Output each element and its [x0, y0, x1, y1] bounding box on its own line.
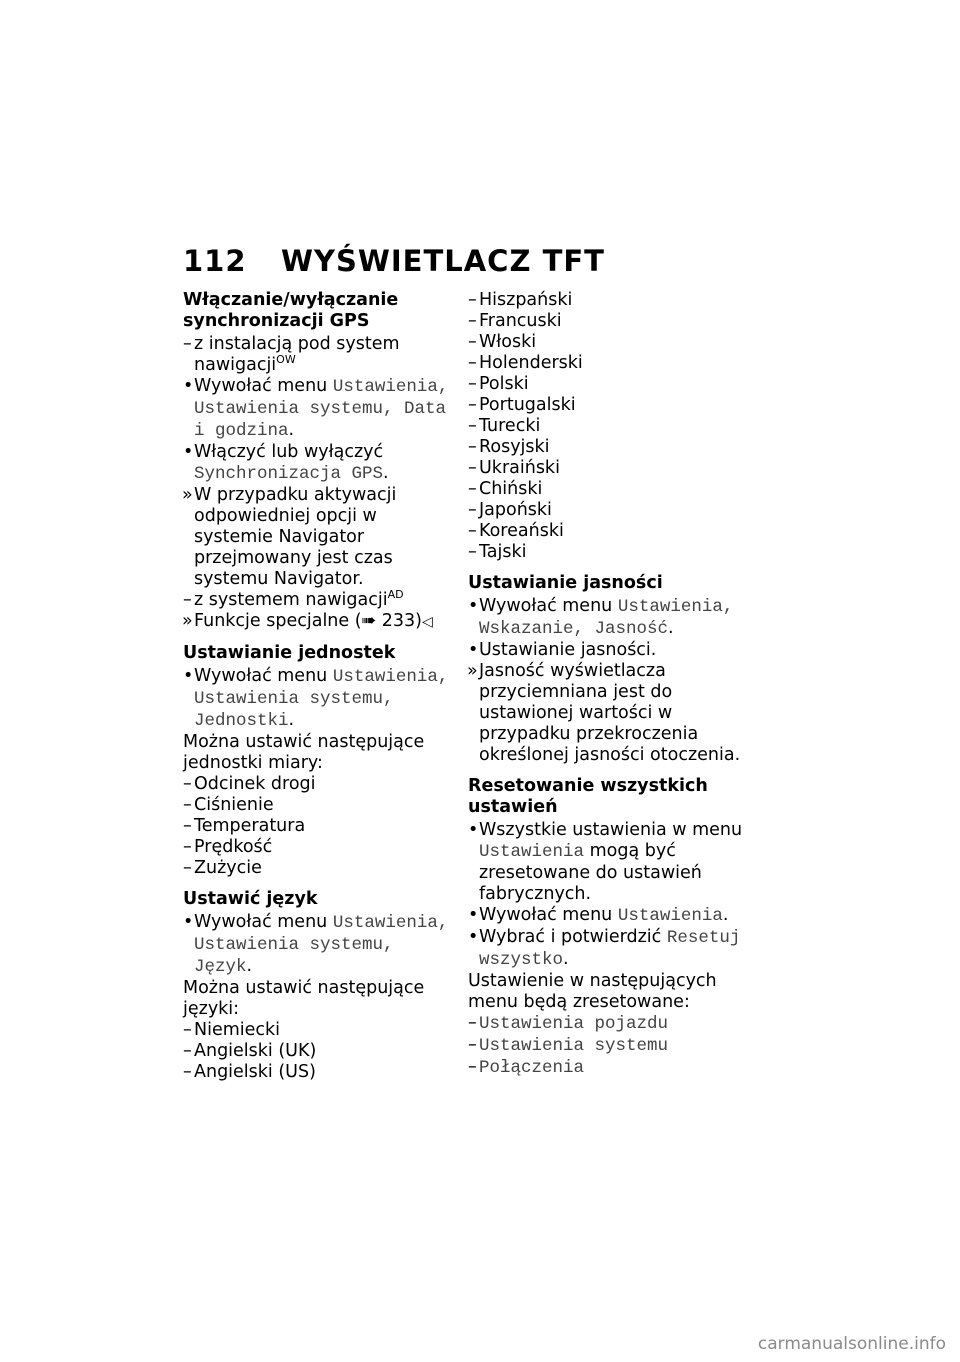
list-item: – Francuski	[468, 311, 753, 332]
reset-heading: Resetowanie wszystkich ustawień	[468, 776, 708, 817]
list-item: – Angielski (US)	[183, 1062, 455, 1083]
menu-name: Ustawienia	[479, 842, 585, 862]
menu-path: Ustawienia, Ustawienia systemu, Data i godzina	[194, 377, 449, 441]
list-item: – Ustawienia systemu	[468, 1035, 753, 1057]
menu-path: Ustawienia, Ustawienia systemu, Jednostki	[194, 667, 449, 731]
language-step-menu: • Wywołać menu Ustawienia, Ustawienia systemu, Język.	[183, 912, 455, 978]
gps-nav-ad-item: – z systemem nawigacji$^{AD}$	[183, 590, 455, 611]
reset-step-info: • Wszystkie ustawienia w menu Ustawienia mogą być zresetowane do ustawień fabrycznych.	[468, 820, 753, 905]
gps-special-functions: » Funkcje specjalne (➠ 233)◁	[183, 611, 455, 633]
list-item: – Ukraiński	[468, 458, 753, 479]
list-item: – Polski	[468, 374, 753, 395]
units-intro: Można ustawić następujące jednostki miary:	[183, 732, 425, 773]
page-number: 112	[183, 244, 247, 278]
list-item: – Ustawienia pojazdu	[468, 1013, 753, 1035]
reset-intro: Ustawienie w następujących menu będą zresetowane:	[468, 971, 717, 1012]
list-item: – Portugalski	[468, 395, 753, 416]
ow-superscript: OW	[276, 353, 296, 367]
reset-step-menu: • Wywołać menu Ustawienia.	[468, 905, 753, 927]
page-header	[183, 244, 605, 278]
list-item: – Holenderski	[468, 353, 753, 374]
list-item: – Koreański	[468, 521, 753, 542]
language-heading: Ustawić język	[183, 889, 318, 909]
list-item: – Włoski	[468, 332, 753, 353]
menu-name: Ustawienia	[617, 906, 723, 926]
page-title: WYŚWIETLACZ TFT	[281, 244, 605, 278]
list-item: – Chiński	[468, 479, 753, 500]
gps-result: » W przypadku aktywacji odpowiedniej opcji w systemie Navigator przejmowany jest czas systemu Navigator.	[183, 485, 455, 590]
list-item: – Hiszpański	[468, 290, 753, 311]
ad-superscript: AD	[387, 588, 404, 602]
list-item: – Turecki	[468, 416, 753, 437]
list-item: – Odcinek drogi	[183, 774, 455, 795]
left-column	[183, 290, 455, 1083]
list-item: – Niemiecki	[183, 1020, 455, 1041]
list-item: – Połączenia	[468, 1057, 753, 1079]
language-intro: Można ustawić następujące języki:	[183, 978, 425, 1019]
list-item: – Japoński	[468, 500, 753, 521]
brightness-result: » Jasność wyświetlacza przyciemniana jest do ustawionej wartości w przypadku przekroczenia określonej jasności otoczenia.	[468, 661, 753, 766]
watermark: carmanualsonline.info	[757, 1334, 946, 1354]
list-item: – Temperatura	[183, 816, 455, 837]
brightness-step-set: • Ustawianie jasności.	[468, 640, 753, 661]
gps-step-menu: • Wywołać menu Ustawienia, Ustawienia systemu, Data i godzina.	[183, 376, 455, 442]
units-heading: Ustawianie jednostek	[183, 643, 396, 663]
menu-path: Ustawienia, Wskazanie, Jasność	[479, 597, 734, 639]
gps-nav-ow-item: – z instalacją pod system nawigacji$^{OW}$	[183, 334, 455, 376]
gps-heading: Włączanie/wyłączanie synchronizacji GPS	[183, 290, 399, 331]
menu-path: Ustawienia, Ustawienia systemu, Język	[194, 913, 449, 977]
brightness-heading: Ustawianie jasności	[468, 573, 663, 593]
units-step-menu: • Wywołać menu Ustawienia, Ustawienia systemu, Jednostki.	[183, 666, 455, 732]
list-item: – Ciśnienie	[183, 795, 455, 816]
list-item: – Prędkość	[183, 837, 455, 858]
end-triangle-icon: ◁	[422, 614, 433, 630]
brightness-step-menu: • Wywołać menu Ustawienia, Wskazanie, Jasność.	[468, 596, 753, 640]
list-item: – Angielski (UK)	[183, 1041, 455, 1062]
menu-option: Synchronizacja GPS	[194, 464, 384, 484]
gps-step-toggle: • Włączyć lub wyłączyć Synchronizacja GPS.	[183, 442, 455, 485]
right-column	[468, 290, 753, 1079]
list-item: – Rosyjski	[468, 437, 753, 458]
menu-option: Resetuj wszystko	[479, 928, 741, 970]
reset-step-confirm: • Wybrać i potwierdzić Resetuj wszystko.	[468, 927, 753, 971]
list-item: – Tajski	[468, 542, 753, 563]
list-item: – Zużycie	[183, 858, 455, 879]
